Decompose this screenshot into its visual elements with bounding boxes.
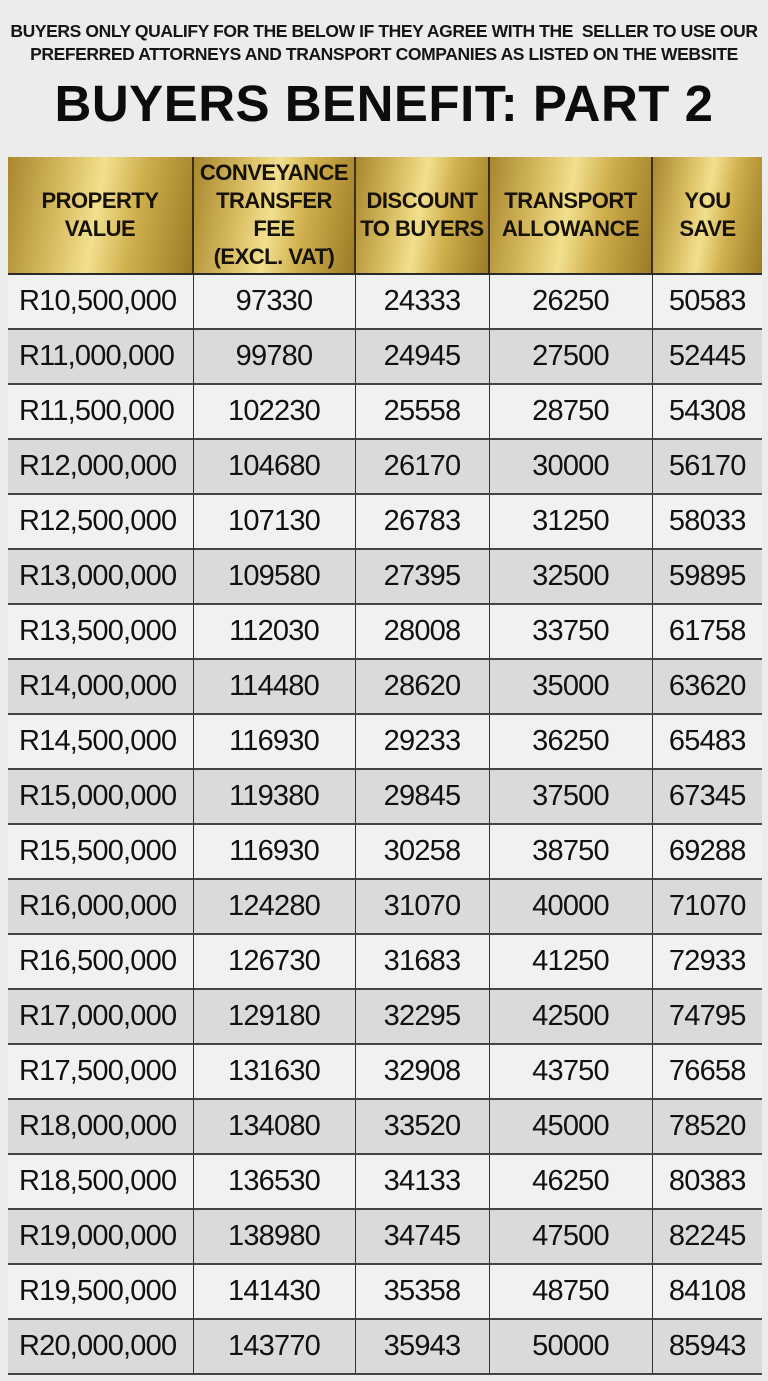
cell-property-value: R17,500,000 <box>8 1044 193 1099</box>
cell-discount-to-buyers: 25558 <box>355 384 489 439</box>
cell-discount-to-buyers: 34745 <box>355 1209 489 1264</box>
table-row <box>8 1044 762 1099</box>
table-row <box>8 384 762 439</box>
cell-discount-to-buyers: 24945 <box>355 329 489 384</box>
cell-discount-to-buyers: 30258 <box>355 824 489 879</box>
cell-transport-allowance: 43750 <box>489 1044 652 1099</box>
cell-you-save: 84108 <box>652 1264 762 1319</box>
cell-discount-to-buyers: 33520 <box>355 1099 489 1154</box>
cell-conveyance-transfer-fee: 116930 <box>193 714 355 769</box>
cell-property-value: R10,500,000 <box>8 274 193 329</box>
column-header-line: DISCOUNT <box>366 188 478 213</box>
table-row <box>8 659 762 714</box>
cell-property-value: R11,500,000 <box>8 384 193 439</box>
cell-property-value: R15,000,000 <box>8 769 193 824</box>
cell-transport-allowance: 27500 <box>489 329 652 384</box>
cell-transport-allowance: 46250 <box>489 1154 652 1209</box>
cell-conveyance-transfer-fee: 141430 <box>193 1264 355 1319</box>
cell-transport-allowance: 41250 <box>489 934 652 989</box>
table-body <box>8 274 762 1374</box>
column-header-line: CONVEYANCE <box>199 160 349 185</box>
table-row <box>8 1154 762 1209</box>
cell-you-save: 85943 <box>652 1319 762 1374</box>
cell-you-save: 58033 <box>652 494 762 549</box>
cell-transport-allowance: 47500 <box>489 1209 652 1264</box>
column-header-conveyance-transfer-fee <box>193 157 355 274</box>
cell-conveyance-transfer-fee: 114480 <box>193 659 355 714</box>
table-row <box>8 1209 762 1264</box>
cell-discount-to-buyers: 26783 <box>355 494 489 549</box>
cell-conveyance-transfer-fee: 136530 <box>193 1154 355 1209</box>
cell-transport-allowance: 37500 <box>489 769 652 824</box>
cell-conveyance-transfer-fee: 112030 <box>193 604 355 659</box>
table-row <box>8 1264 762 1319</box>
cell-conveyance-transfer-fee: 143770 <box>193 1319 355 1374</box>
cell-discount-to-buyers: 28008 <box>355 604 489 659</box>
column-header-line: TO BUYERS <box>360 216 484 241</box>
cell-discount-to-buyers: 29845 <box>355 769 489 824</box>
cell-property-value: R19,500,000 <box>8 1264 193 1319</box>
cell-transport-allowance: 32500 <box>489 549 652 604</box>
cell-conveyance-transfer-fee: 116930 <box>193 824 355 879</box>
cell-property-value: R15,500,000 <box>8 824 193 879</box>
cell-conveyance-transfer-fee: 124280 <box>193 879 355 934</box>
cell-property-value: R12,000,000 <box>8 439 193 494</box>
cell-you-save: 71070 <box>652 879 762 934</box>
cell-you-save: 67345 <box>652 769 762 824</box>
table-header-row <box>8 157 762 274</box>
cell-you-save: 54308 <box>652 384 762 439</box>
cell-property-value: R18,500,000 <box>8 1154 193 1209</box>
column-header-discount-to-buyers <box>355 157 489 274</box>
column-header-you-save <box>652 157 762 274</box>
cell-you-save: 74795 <box>652 989 762 1044</box>
cell-discount-to-buyers: 35358 <box>355 1264 489 1319</box>
cell-you-save: 65483 <box>652 714 762 769</box>
cell-property-value: R18,000,000 <box>8 1099 193 1154</box>
cell-you-save: 78520 <box>652 1099 762 1154</box>
table-row <box>8 989 762 1044</box>
cell-you-save: 63620 <box>652 659 762 714</box>
column-header-transport-allowance <box>489 157 652 274</box>
cell-transport-allowance: 30000 <box>489 439 652 494</box>
column-header-line: (EXCL. VAT) <box>213 244 335 269</box>
cell-conveyance-transfer-fee: 126730 <box>193 934 355 989</box>
column-header-line: YOU <box>684 188 731 213</box>
table-row <box>8 439 762 494</box>
cell-transport-allowance: 31250 <box>489 494 652 549</box>
table-row <box>8 604 762 659</box>
cell-conveyance-transfer-fee: 129180 <box>193 989 355 1044</box>
cell-property-value: R16,000,000 <box>8 879 193 934</box>
buyers-benefit-table <box>8 157 762 1375</box>
cell-you-save: 52445 <box>652 329 762 384</box>
table-row <box>8 714 762 769</box>
cell-transport-allowance: 50000 <box>489 1319 652 1374</box>
table-row <box>8 274 762 329</box>
cell-conveyance-transfer-fee: 138980 <box>193 1209 355 1264</box>
cell-transport-allowance: 26250 <box>489 274 652 329</box>
cell-conveyance-transfer-fee: 97330 <box>193 274 355 329</box>
column-header-line: VALUE <box>64 216 136 241</box>
cell-property-value: R12,500,000 <box>8 494 193 549</box>
cell-you-save: 56170 <box>652 439 762 494</box>
column-header-line: SAVE <box>679 216 736 241</box>
notice-line-2: PREFERRED ATTORNEYS AND TRANSPORT COMPANIES AS LISTED ON THE WEBSITE <box>30 44 738 64</box>
cell-property-value: R11,000,000 <box>8 329 193 384</box>
column-header-line: TRANSFER FEE <box>216 188 332 241</box>
cell-transport-allowance: 35000 <box>489 659 652 714</box>
cell-you-save: 61758 <box>652 604 762 659</box>
table-row <box>8 769 762 824</box>
cell-transport-allowance: 38750 <box>489 824 652 879</box>
table-row <box>8 494 762 549</box>
cell-discount-to-buyers: 29233 <box>355 714 489 769</box>
cell-transport-allowance: 33750 <box>489 604 652 659</box>
cell-transport-allowance: 42500 <box>489 989 652 1044</box>
cell-you-save: 72933 <box>652 934 762 989</box>
cell-you-save: 76658 <box>652 1044 762 1099</box>
cell-discount-to-buyers: 32908 <box>355 1044 489 1099</box>
cell-discount-to-buyers: 31070 <box>355 879 489 934</box>
cell-you-save: 80383 <box>652 1154 762 1209</box>
cell-property-value: R13,500,000 <box>8 604 193 659</box>
cell-discount-to-buyers: 35943 <box>355 1319 489 1374</box>
cell-conveyance-transfer-fee: 104680 <box>193 439 355 494</box>
column-header-line: TRANSPORT <box>504 188 637 213</box>
cell-property-value: R13,000,000 <box>8 549 193 604</box>
cell-conveyance-transfer-fee: 99780 <box>193 329 355 384</box>
qualification-notice <box>0 20 768 66</box>
cell-discount-to-buyers: 28620 <box>355 659 489 714</box>
cell-conveyance-transfer-fee: 134080 <box>193 1099 355 1154</box>
table-row <box>8 934 762 989</box>
cell-you-save: 59895 <box>652 549 762 604</box>
cell-property-value: R16,500,000 <box>8 934 193 989</box>
cell-transport-allowance: 40000 <box>489 879 652 934</box>
cell-property-value: R17,000,000 <box>8 989 193 1044</box>
cell-property-value: R14,000,000 <box>8 659 193 714</box>
column-header-property-value <box>8 157 193 274</box>
page-title: BUYERS BENEFIT: PART 2 <box>54 75 714 132</box>
table-row <box>8 1319 762 1374</box>
table-row <box>8 879 762 934</box>
notice-line-1: BUYERS ONLY QUALIFY FOR THE BELOW IF THEY AGREE WITH THE SELLER TO USE OUR <box>10 21 758 41</box>
cell-discount-to-buyers: 24333 <box>355 274 489 329</box>
cell-conveyance-transfer-fee: 119380 <box>193 769 355 824</box>
cell-property-value: R14,500,000 <box>8 714 193 769</box>
cell-conveyance-transfer-fee: 109580 <box>193 549 355 604</box>
cell-conveyance-transfer-fee: 107130 <box>193 494 355 549</box>
table-row <box>8 329 762 384</box>
cell-conveyance-transfer-fee: 131630 <box>193 1044 355 1099</box>
cell-discount-to-buyers: 34133 <box>355 1154 489 1209</box>
column-header-line: PROPERTY <box>41 188 159 213</box>
cell-transport-allowance: 36250 <box>489 714 652 769</box>
cell-you-save: 69288 <box>652 824 762 879</box>
cell-discount-to-buyers: 26170 <box>355 439 489 494</box>
table-row <box>8 824 762 879</box>
cell-discount-to-buyers: 32295 <box>355 989 489 1044</box>
cell-you-save: 82245 <box>652 1209 762 1264</box>
cell-transport-allowance: 45000 <box>489 1099 652 1154</box>
cell-discount-to-buyers: 31683 <box>355 934 489 989</box>
cell-property-value: R19,000,000 <box>8 1209 193 1264</box>
cell-discount-to-buyers: 27395 <box>355 549 489 604</box>
column-header-line: ALLOWANCE <box>501 216 640 241</box>
cell-transport-allowance: 28750 <box>489 384 652 439</box>
cell-transport-allowance: 48750 <box>489 1264 652 1319</box>
cell-property-value: R20,000,000 <box>8 1319 193 1374</box>
cell-conveyance-transfer-fee: 102230 <box>193 384 355 439</box>
table-row <box>8 1099 762 1154</box>
cell-you-save: 50583 <box>652 274 762 329</box>
table-row <box>8 549 762 604</box>
